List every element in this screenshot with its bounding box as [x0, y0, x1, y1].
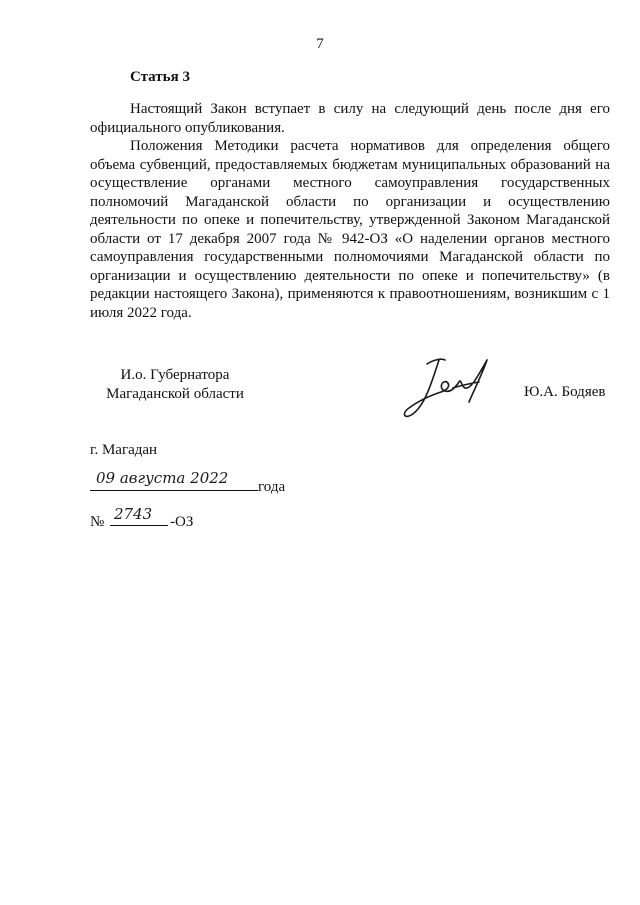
handwritten-date: [90, 469, 258, 491]
handwritten-date-text: 09 августа 2022: [96, 469, 229, 487]
handwritten-number-text: 2743: [114, 505, 153, 523]
signer-name: Ю.А. Бодяев: [524, 384, 606, 400]
handwritten-number: [110, 505, 168, 526]
paragraph-1: Настоящий Закон вступает в силу на следующий день после дня его официального опубликования.: [90, 101, 610, 136]
number-prefix: №: [90, 514, 105, 530]
signatory-title-line2: Магаданской области: [106, 385, 244, 402]
article-body: [90, 100, 610, 322]
signatory-title-line1: И.о. Губернатора: [120, 367, 230, 383]
signatory-title: [90, 366, 260, 403]
page-number: 7: [316, 36, 324, 52]
date-line: [90, 469, 286, 496]
law-number-line: [90, 505, 194, 531]
article-title: Статья 3: [130, 69, 190, 85]
number-suffix: -ОЗ: [170, 514, 194, 530]
date-suffix: года: [258, 479, 286, 495]
paragraph-2: Положения Методики расчета нормативов для определения общего объема субвенций, предоставляемых бюджетам муниципальных образований на осуществление органами местного самоуправления государственных полномочий Магаданской области по организации и осуществлению деятельности по опеке и попечительству, утвержденной Законом Магаданской области от 17 декабря 2007 года № 942-ОЗ «О наделении органов местного самоуправления государственными полномочиями Магаданской области по организации и осуществлению деятельности по опеке и попечительству» (в редакции настоящего Закона), применяются к правоотношениям, возникшим с 1 июля 2022 года.: [90, 138, 610, 321]
city: г. Магадан: [90, 442, 158, 458]
signature-icon: [395, 352, 505, 422]
